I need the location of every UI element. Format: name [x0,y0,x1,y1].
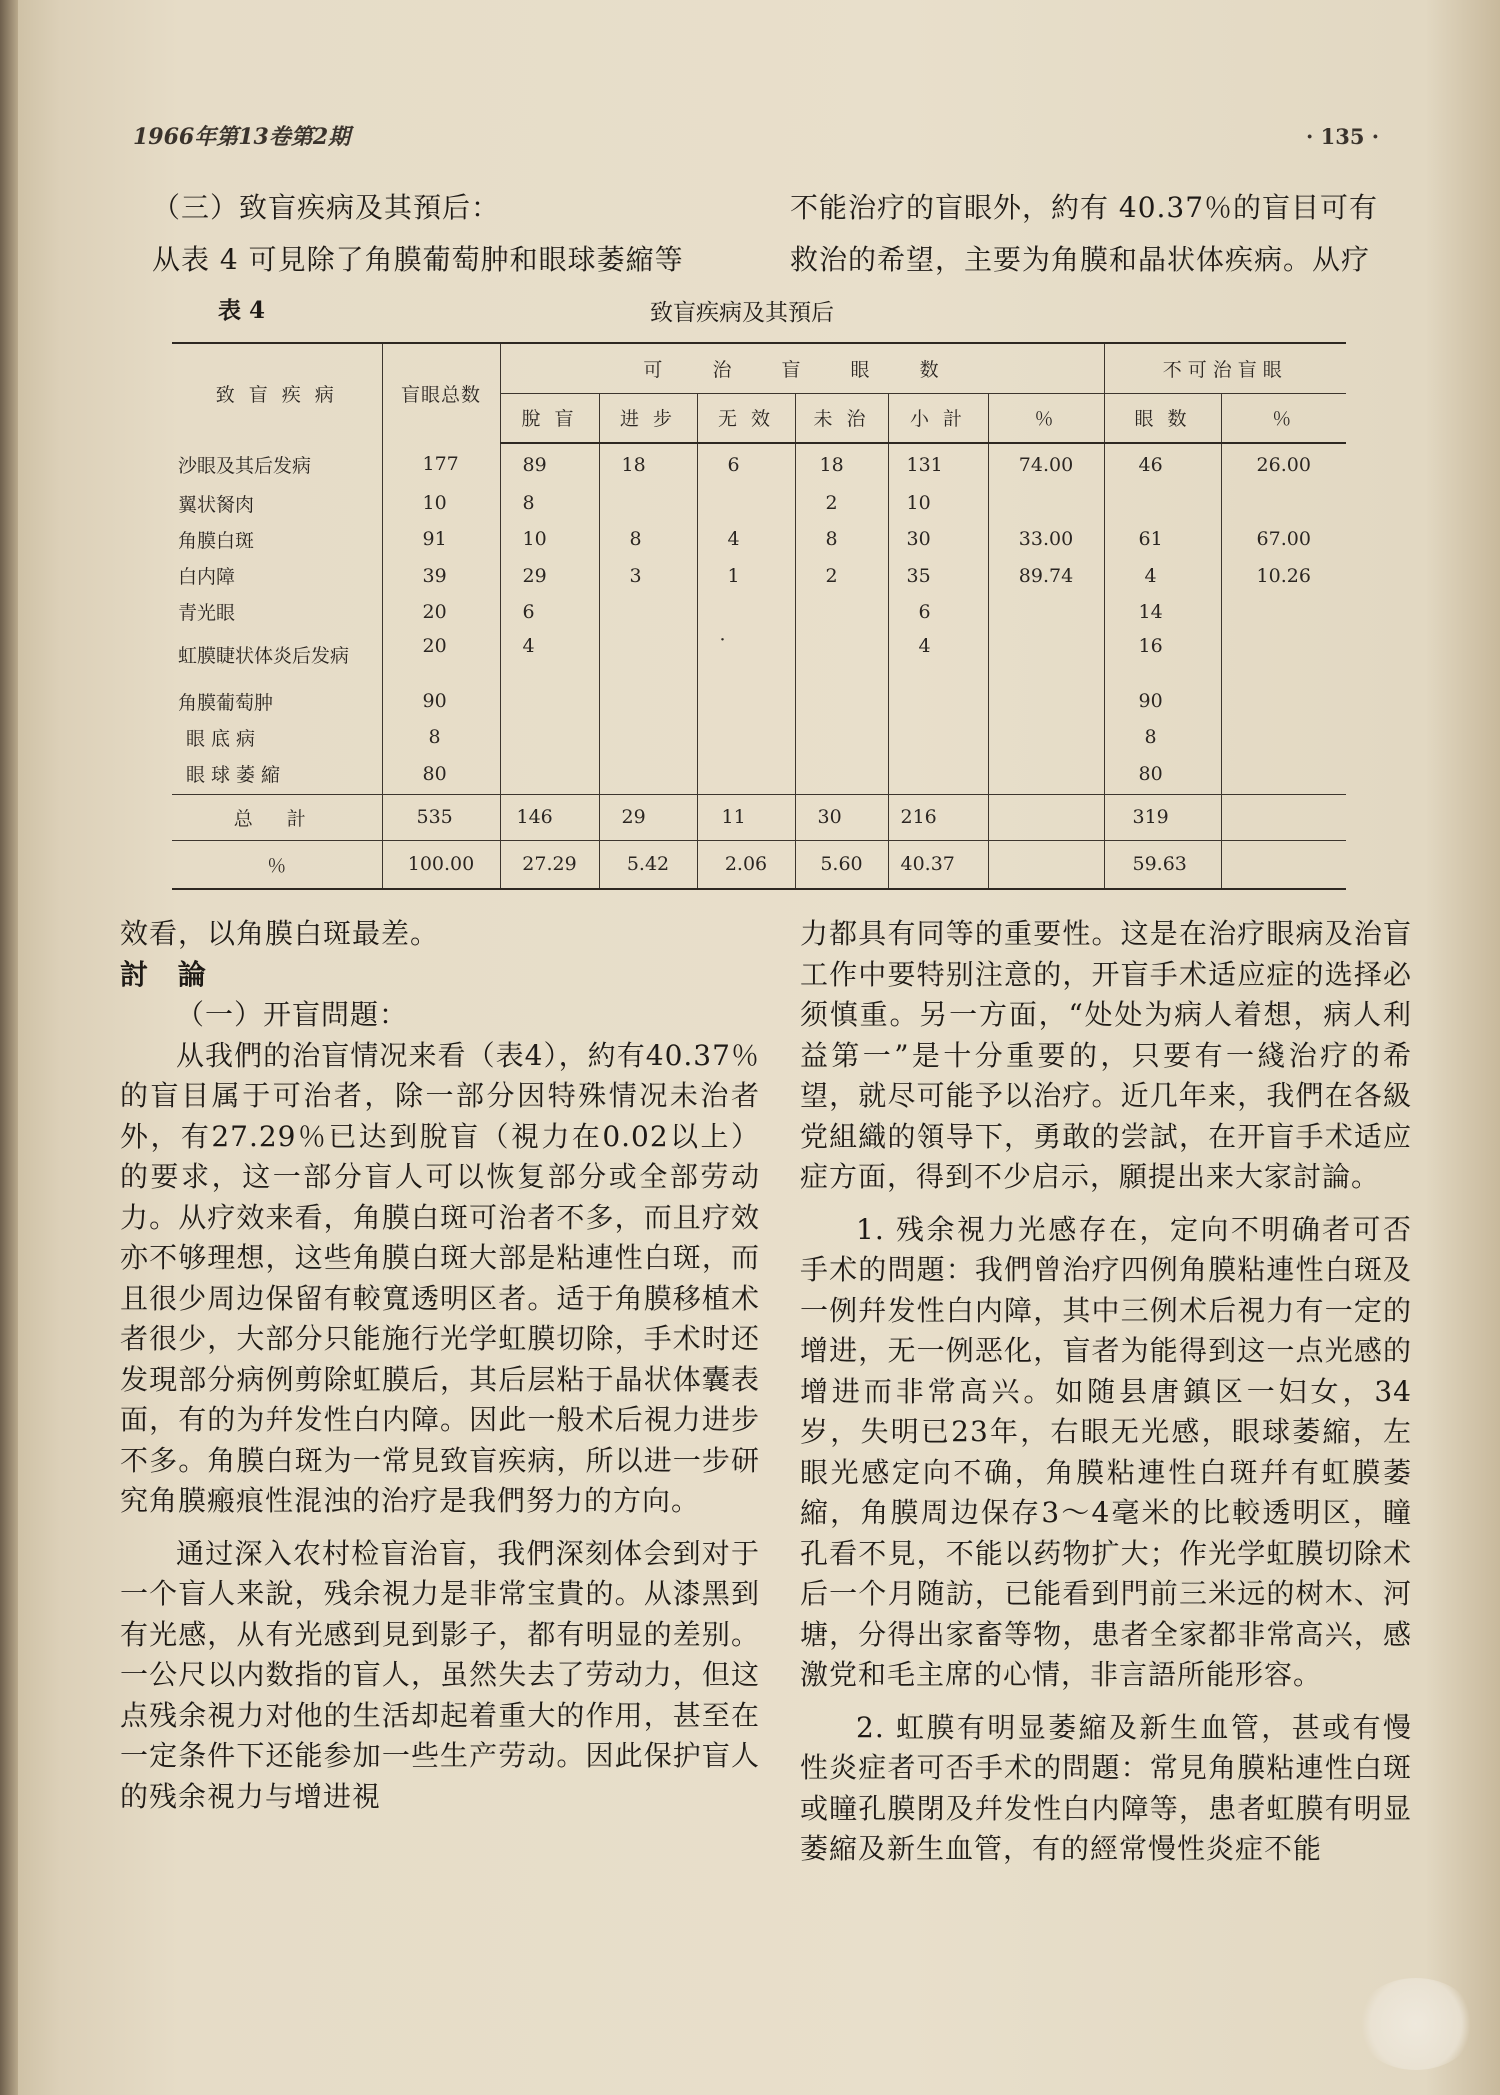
table-row [172,443,1346,486]
row-improved [599,682,697,721]
row-total: 177 [382,443,500,486]
row-untreatable-count: 90 [1104,682,1221,721]
intro-right-line-2: 救治的希望，主要为角膜和晶状体疾病。从疗 [790,243,1371,276]
row-untreatable-count: 14 [1104,594,1221,629]
row-improved: 18 [599,443,697,486]
row-total: 20 [382,594,500,629]
row-disease-name: 眼底病 [186,727,262,750]
row-disease-name: 白内障 [178,566,236,589]
total-label: 总 計 [172,794,382,840]
row-untreatable-pct [1221,754,1346,795]
row-untreated [795,629,888,682]
row-subtotal: 4 [888,629,988,682]
header-improved: 进 步 [599,393,697,443]
row-disease-name: 角膜葡萄肿 [178,691,274,714]
row-untreated: 2 [795,557,888,594]
header-total: 盲眼总数 [382,343,500,443]
binding-edge [0,0,18,2095]
header-treatable: 可 治 盲 眼 数 [500,343,1104,393]
row-disease-name: 青光眼 [178,602,236,625]
table-row [172,557,1346,594]
row-untreated [795,721,888,754]
pct-untreatable-count: 59.63 [1104,840,1221,889]
header-subtotal: 小 計 [888,393,988,443]
row-improved [599,594,697,629]
header-untreated: 未 治 [795,393,888,443]
row-no-effect: 1 [697,557,795,594]
row-untreatable-pct [1221,721,1346,754]
intro-left-line-2: 从表 4 可見除了角膜葡萄肿和眼球萎縮等 [152,243,684,276]
row-improved [599,754,697,795]
row-total: 20 [382,629,500,682]
subsection-1-heading: （一）开盲問題： [176,998,409,1031]
intro-left-line-1: （三）致盲疾病及其預后： [152,191,501,224]
page-number: · 135 · [1306,124,1380,149]
row-treatable-pct: 33.00 [988,521,1104,558]
row-cured: 10 [500,521,599,558]
table-row [172,594,1346,629]
row-total: 80 [382,754,500,795]
row-treatable-pct: 74.00 [988,443,1104,486]
row-cured: 6 [500,594,599,629]
row-disease-name: 翼状胬肉 [178,493,255,516]
table-total-row [172,794,1346,840]
row-untreatable-pct [1221,594,1346,629]
blindness-causes-table [172,342,1346,890]
total-subtotal: 216 [888,794,988,840]
header-untreatable-count: 眼 数 [1104,393,1221,443]
row-cured [500,721,599,754]
row-no-effect [697,594,795,629]
right-body-column [800,914,1412,1870]
table-title: 致盲疾病及其預后 [650,300,834,326]
row-no-effect [697,721,795,754]
row-subtotal: 131 [888,443,988,486]
row-untreated [795,682,888,721]
row-improved: 3 [599,557,697,594]
row-treatable-pct [988,594,1104,629]
table-caption: 表 4 [218,297,266,324]
total-improved: 29 [599,794,697,840]
row-untreated [795,754,888,795]
total-cured: 146 [500,794,599,840]
pct-no-effect: 2.06 [697,840,795,889]
journal-issue-header: 1966年第13卷第2期 [133,124,351,150]
pct-untreated: 5.60 [795,840,888,889]
row-subtotal [888,754,988,795]
row-total: 8 [382,721,500,754]
row-disease-name: 眼球萎縮 [186,764,287,787]
row-total: 90 [382,682,500,721]
row-treatable-pct [988,754,1104,795]
row-untreatable-count: 46 [1104,443,1221,486]
row-improved [599,629,697,682]
header-untreatable: 不可治盲眼 [1104,343,1346,393]
row-untreatable-count: 4 [1104,557,1221,594]
table-percent-row [172,840,1346,889]
row-improved [599,486,697,521]
header-no-effect: 无 效 [697,393,795,443]
after-table-text: 效看，以角膜白斑最差。 [120,917,440,950]
table-row [172,682,1346,721]
row-subtotal [888,721,988,754]
row-subtotal: 35 [888,557,988,594]
row-untreatable-pct [1221,486,1346,521]
table-row [172,721,1346,754]
pct-cured: 27.29 [500,840,599,889]
total-untreatable-count: 319 [1104,794,1221,840]
row-treatable-pct: 89.74 [988,557,1104,594]
row-cured: 4 [500,629,599,682]
row-no-effect [697,754,795,795]
right-paragraph-3: 2. 虹膜有明显萎縮及新生血管，甚或有慢性炎症者可否手术的問題：常見角膜粘連性白斑或瞳孔膜閉及幷发性白内障等，患者虹膜有明显萎縮及新生血管，有的經常慢性炎症不能 [800,1710,1412,1865]
row-subtotal: 30 [888,521,988,558]
row-untreatable-pct [1221,682,1346,721]
row-total: 39 [382,557,500,594]
row-disease-name: 虹膜睫状体炎后发病 [178,644,350,667]
row-no-effect [697,682,795,721]
row-untreated: 18 [795,443,888,486]
left-body-column [120,914,760,1817]
row-no-effect: · [697,629,795,682]
row-untreatable-pct [1221,629,1346,682]
row-untreatable-count: 8 [1104,721,1221,754]
intro-right-column [790,182,1410,286]
row-untreated [795,594,888,629]
row-subtotal [888,682,988,721]
pct-total: 100.00 [382,840,500,889]
total-total: 535 [382,794,500,840]
row-untreated: 8 [795,521,888,558]
row-improved [599,721,697,754]
row-untreatable-count [1104,486,1221,521]
total-untreatable-pct [1221,794,1346,840]
row-untreated: 2 [795,486,888,521]
header-cured: 脫 盲 [500,393,599,443]
row-disease-name: 角膜白斑 [178,529,255,552]
table-row [172,754,1346,795]
row-untreatable-count: 61 [1104,521,1221,558]
row-treatable-pct [988,721,1104,754]
table-row [172,521,1346,558]
header-disease: 致 盲 疾 病 [172,343,382,443]
row-cured [500,682,599,721]
left-paragraph-2: 通过深入农村检盲治盲，我們深刻体会到对于一个盲人来說，残余視力是非常宝貴的。从漆黑到有光感，从有光感到見到影子，都有明显的差别。一公尺以内数指的盲人，虽然失去了劳动力，但这点残余視力对他的生活却起着重大的作用，甚至在一定条件下还能参加一些生产劳动。因此保护盲人的残余視力与增进視 [120,1536,760,1813]
table-row [172,486,1346,521]
intro-left-column [152,182,752,286]
row-subtotal: 10 [888,486,988,521]
row-no-effect: 6 [697,443,795,486]
row-total: 10 [382,486,500,521]
table-row [172,629,1346,682]
row-total: 91 [382,521,500,558]
row-no-effect: 4 [697,521,795,558]
discussion-heading: 討 論 [120,957,216,991]
intro-right-line-1: 不能治疗的盲眼外，約有 40.37％的盲目可有 [790,191,1379,224]
row-untreatable-pct: 26.00 [1221,443,1346,486]
right-paragraph-1: 力都具有同等的重要性。这是在治疗眼病及治盲工作中要特别注意的，开盲手术适应症的选择必须慎重。另一方面，“处处为病人着想，病人利益第一”是十分重要的，只要有一綫治疗的希望，就尽可能予以治疗。近几年来，我們在各級党組織的領导下，勇敢的尝試，在开盲手术适应症方面，得到不少启示，願提出来大家討論。 [800,917,1412,1193]
row-no-effect [697,486,795,521]
total-no-effect: 11 [697,794,795,840]
row-treatable-pct [988,486,1104,521]
pct-improved: 5.42 [599,840,697,889]
library-stamp-mark [1356,1978,1476,2070]
row-cured: 8 [500,486,599,521]
row-untreatable-pct: 67.00 [1221,521,1346,558]
row-cured: 29 [500,557,599,594]
row-cured: 89 [500,443,599,486]
row-cured [500,754,599,795]
row-untreatable-count: 80 [1104,754,1221,795]
total-untreated: 30 [795,794,888,840]
pct-subtotal: 40.37 [888,840,988,889]
header-treatable-pct: ％ [988,393,1104,443]
right-paragraph-2: 1. 残余視力光感存在，定向不明确者可否手术的問題：我們曾治疗四例角膜粘連性白斑及一例幷发性白内障，其中三例术后視力有一定的增进，无一例恶化，盲者为能得到这一点光感的增进而非常高兴。如随县唐鎮区一妇女，34岁，失明已23年，右眼无光感，眼球萎縮，左眼光感定向不确，角膜粘連性白斑幷有虹膜萎縮，角膜周边保存3～4毫米的比較透明区，瞳孔看不見，不能以药物扩大；作光学虹膜切除术后一个月随訪，已能看到門前三米远的树木、河塘，分得出家畜等物，患者全家都非常高兴，感激党和毛主席的心情，非言語所能形容。 [800,1212,1412,1691]
row-improved: 8 [599,521,697,558]
row-treatable-pct [988,629,1104,682]
left-paragraph-1: 从我們的治盲情况来看（表4），約有40.37％的盲目属于可治者，除一部分因特殊情况未治者外，有27.29％已达到脫盲（視力在0.02以上）的要求，这一部分盲人可以恢复部分或全部劳动力。从疗效来看，角膜白斑可治者不多，而且疗效亦不够理想，这些角膜白斑大部是粘連性白斑，而且很少周边保留有較寬透明区者。适于角膜移植术者很少，大部分只能施行光学虹膜切除，手术时还发現部分病例剪除虹膜后，其后层粘于晶状体囊表面，有的为幷发性白内障。因此一般术后視力进步不多。角膜白斑为一常見致盲疾病，所以进一步研究角膜瘢痕性混浊的治疗是我們努力的方向。 [120,1038,760,1517]
pct-treatable-pct [988,840,1104,889]
header-untreatable-pct: ％ [1221,393,1346,443]
pct-label: ％ [172,840,382,889]
row-disease-name: 沙眼及其后发病 [178,454,312,477]
row-treatable-pct [988,682,1104,721]
pct-untreatable-pct [1221,840,1346,889]
row-untreatable-count: 16 [1104,629,1221,682]
row-subtotal: 6 [888,594,988,629]
row-untreatable-pct: 10.26 [1221,557,1346,594]
total-treatable-pct [988,794,1104,840]
